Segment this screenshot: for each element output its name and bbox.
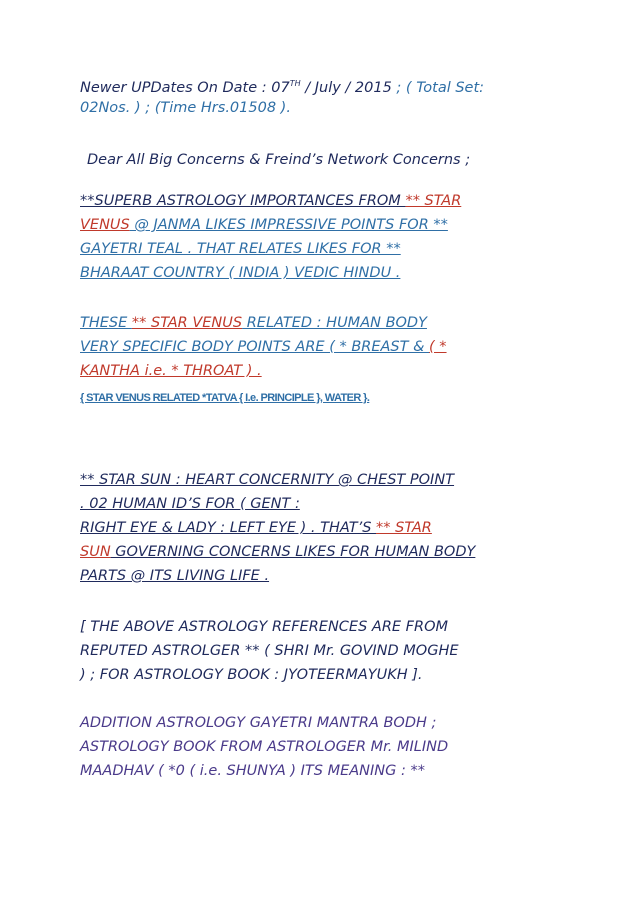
paragraph-sun (80, 468, 570, 588)
paragraph-venus-body (80, 311, 570, 411)
para4-line-1: [ THE ABOVE ASTROLOGY REFERENCES ARE FROM (80, 619, 449, 635)
para1-line-4: BHARAAT COUNTRY ( INDIA ) VEDIC HINDU . (80, 265, 401, 281)
para2-line-2: VERY SPECIFIC BODY POINTS ARE ( * BREAST & ( * (80, 339, 447, 355)
para2-line-3: KANTHA i.e. * THROAT ) . (80, 363, 262, 379)
paragraph-venus-intro (80, 189, 570, 285)
para3-line-3: RIGHT EYE & LADY : LEFT EYE ) . THAT’S ** STAR (80, 520, 432, 536)
para3-line-1: ** STAR SUN : HEART CONCERNITY @ CHEST POINT (80, 472, 455, 488)
header-line-1: Newer UPDates On Date : 07TH / July / 2015 ; ( Total Set: (80, 79, 485, 96)
paragraph-reference (80, 615, 570, 687)
paragraph-addition (80, 711, 570, 783)
para1-line-2: VENUS @ JANMA LIKES IMPRESSIVE POINTS FOR ** (80, 217, 448, 233)
para5-line-3: MAADHAV ( *0 ( i.e. SHUNYA ) ITS MEANING : ** (80, 763, 425, 779)
para5-line-2: ASTROLOGY BOOK FROM ASTROLOGER Mr. MILIND (80, 739, 449, 755)
para1-line-1: **SUPERB ASTROLOGY IMPORTANCES FROM ** STAR (80, 193, 462, 209)
para5-line-1: ADDITION ASTROLOGY GAYETRI MANTRA BODH ; (80, 715, 437, 731)
para3-line-5: PARTS @ ITS LIVING LIFE . (80, 568, 270, 584)
para2-line-4: { STAR VENUS RELATED *TATVA { I.e. PRINCIPLE }, WATER }. (80, 392, 370, 404)
para4-line-2: REPUTED ASTROLGER ** ( SHRI Mr. GOVIND MOGHE (80, 643, 459, 659)
header-paragraph (80, 72, 570, 120)
para1-line-3: GAYETRI TEAL . THAT RELATES LIKES FOR ** (80, 241, 401, 257)
header-line-2: 02Nos. ) ; (Time Hrs.01508 ). (80, 100, 291, 116)
para3-line-2: . 02 HUMAN ID’S FOR ( GENT : (80, 496, 300, 512)
para4-line-3: ) ; FOR ASTROLOGY BOOK : JYOTEERMAYUKH ]. (80, 667, 423, 683)
para2-line-1: THESE ** STAR VENUS RELATED : HUMAN BODY (80, 315, 427, 331)
para3-line-4: SUN GOVERNING CONCERNS LIKES FOR HUMAN BODY (80, 544, 476, 560)
greeting: Dear All Big Concerns & Freind’s Network Concerns ; (87, 152, 471, 168)
